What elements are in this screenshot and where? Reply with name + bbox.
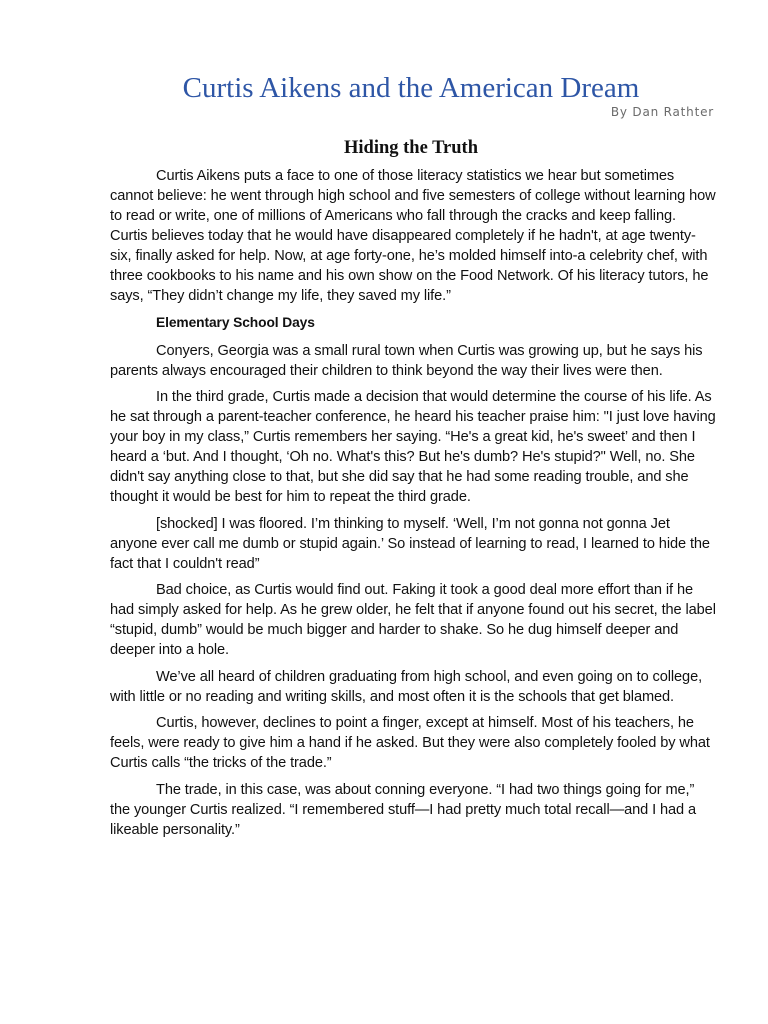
section-heading: Hiding the Truth <box>344 138 478 158</box>
subheading: Elementary School Days <box>156 314 315 330</box>
paragraph: We’ve all heard of children graduating from high school, and even going on to college, with little or no reading and writing skills, and most often it is the schools that get blamed. <box>110 668 703 705</box>
paragraph: Bad choice, as Curtis would find out. Faking it took a good deal more effort than if he had simply asked for help. As he grew older, he felt that if anyone found out his secret, the label “stupid, dumb” would be much bigger and harder to shake. So he dug himself deeper and deeper into a hole. <box>110 582 716 658</box>
paragraph: In the third grade, Curtis made a decision that would determine the course of his life. As he sat through a parent-teacher conference, he heard his teacher praise him: "I just love having your boy in my class,” Curtis remembers her saying. “He's a great kid, he's sweet’ and then I heard a ‘but. And I thought, ‘Oh no. What's this? But he's dumb? He's stupid?" Well, no. She didn't say anything close to that, but she did say that he had some reading trouble, and she thought it would be best for him to repeat the third grade. <box>110 389 716 505</box>
paragraph: [shocked] I was floored. I’m thinking to myself. ‘Well, I’m not gonna not gonna Jet anyone ever call me dumb or stupid again.’ So instead of learning to read, I learned to hide the fact that I couldn't read” <box>110 515 710 572</box>
article-body <box>110 166 716 846</box>
article-title: Curtis Aikens and the American Dream <box>182 72 640 104</box>
paragraph: Curtis Aikens puts a face to one of those literacy statistics we hear but sometimes cannot believe: he went through high school and five semesters of college without learning how to read or write, one of millions of Americans who fall through the cracks and keep falling. Curtis believes today that he would have disappeared completely if he hadn't, at age twenty- six, finally asked for help. Now, at age forty-one, he’s molded himself into-a celebrity chef, with three cookbooks to his name and his own show on the Food Network. Of his literacy tutors, he says, “They didn’t change my life, they saved my life.” <box>110 168 716 304</box>
paragraph: The trade, in this case, was about conning everyone. “I had two things going for me,” the younger Curtis realized. “I remembered stuff—I had pretty much total recall—and I had a likeable personality.” <box>110 781 697 838</box>
paragraph: Conyers, Georgia was a small rural town when Curtis was growing up, but he says his parents always encouraged their children to think beyond the way their lives were then. <box>110 342 703 379</box>
paragraph: Curtis, however, declines to point a finger, except at himself. Most of his teachers, he feels, were ready to give him a hand if he asked. But they were also completely fooled by what Curtis calls “the tricks of the trade.” <box>110 715 710 771</box>
byline: By Dan Rathter <box>610 105 714 119</box>
